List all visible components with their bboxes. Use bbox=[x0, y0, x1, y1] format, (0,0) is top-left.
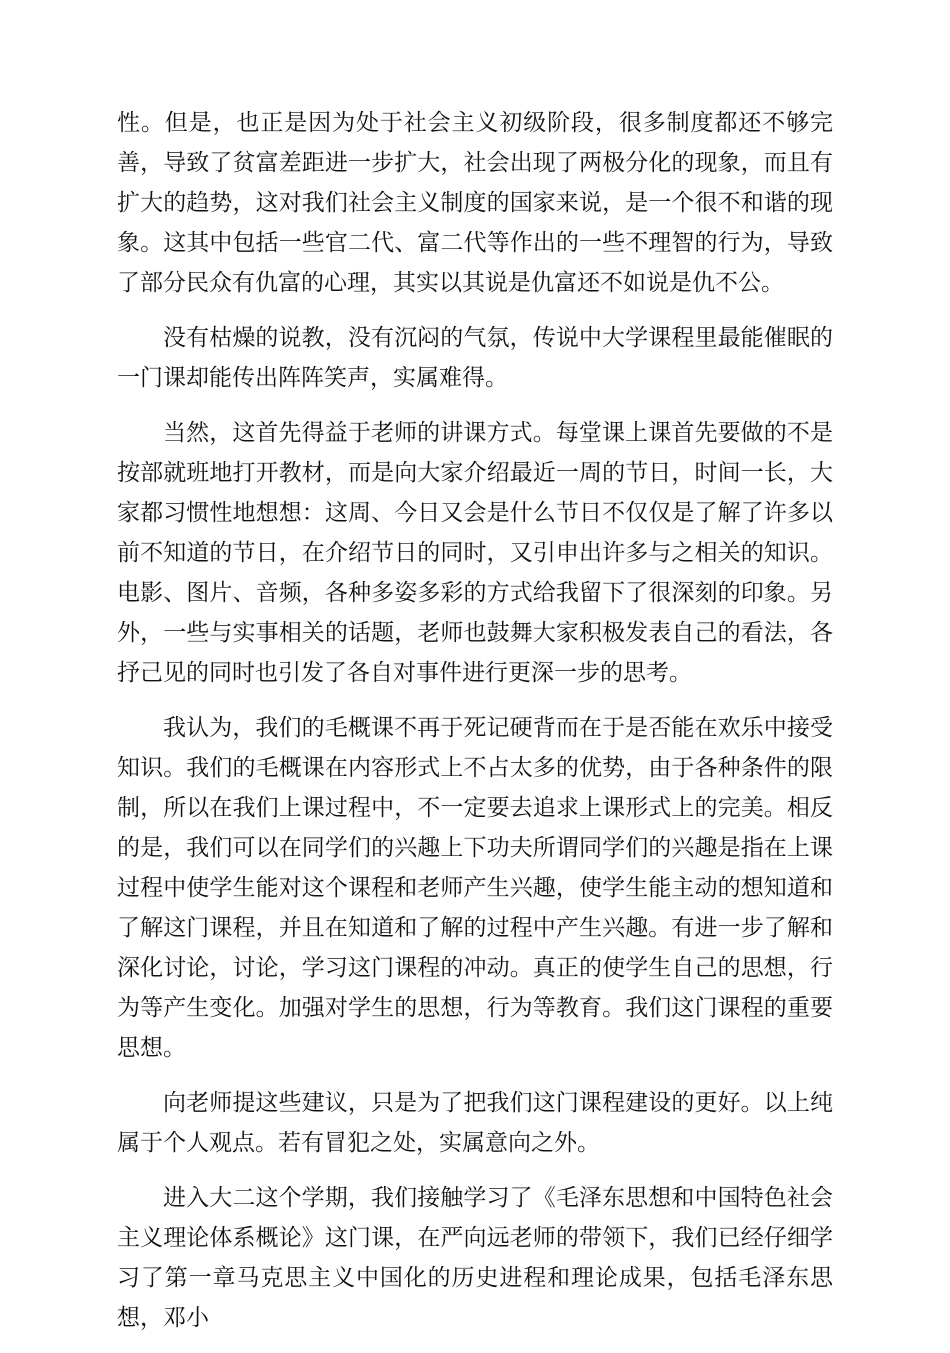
paragraph: 向老师提这些建议，只是为了把我们这门课程建设的更好。以上纯属于个人观点。若有冒犯之处，实属意向之外。 bbox=[117, 1090, 833, 1156]
document-body bbox=[117, 103, 833, 1353]
paragraph: 没有枯燥的说教，没有沉闷的气氛，传说中大学课程里最能催眠的一门课却能传出阵阵笑声，实属难得。 bbox=[117, 325, 833, 391]
paragraph: 当然，这首先得益于老师的讲课方式。每堂课上课首先要做的不是按部就班地打开教材，而是向大家介绍最近一周的节日，时间一长，大家都习惯性地想想：这周、今日又会是什么节日不仅仅是了解了许多以前不知道的节日，在介绍节日的同时，又引申出许多与之相关的知识。电影、图片、音频，各种多姿多彩的方式给我留下了很深刻的印象。另外，一些与实事相关的话题，老师也鼓舞大家积极发表自己的看法，各抒己见的同时也引发了各自对事件进行更深一步的思考。 bbox=[117, 420, 833, 686]
paragraph-continued: 性。但是，也正是因为处于社会主义初级阶段，很多制度都还不够完善，导致了贫富差距进一步扩大，社会出现了两极分化的现象，而且有扩大的趋势，这对我们社会主义制度的国家来说，是一个很不和谐的现象。这其中包括一些官二代、富二代等作出的一些不理智的行为，导致了部分民众有仇富的心理，其实以其说是仇富还不如说是仇不公。 bbox=[117, 110, 833, 296]
paragraph: 我认为，我们的毛概课不再于死记硬背而在于是否能在欢乐中接受知识。我们的毛概课在内容形式上不占太多的优势，由于各种条件的限制，所以在我们上课过程中，不一定要去追求上课形式上的完美。相反的是，我们可以在同学们的兴趣上下功夫所谓同学们的兴趣是指在上课过程中使学生能对这个课程和老师产生兴趣，使学生能主动的想知道和了解这门课程，并且在知道和了解的过程中产生兴趣。有进一步了解和深化讨论，讨论，学习这门课程的冲动。真正的使学生自己的思想，行为等产生变化。加强对学生的思想，行为等教育。我们这门课程的重要思想。 bbox=[117, 715, 833, 1061]
paragraph: 进入大二这个学期，我们接触学习了《毛泽东思想和中国特色社会主义理论体系概论》这门课，在严向远老师的带领下，我们已经仔细学习了第一章马克思主义中国化的历史进程和理论成果，包括毛泽东思想，邓小 bbox=[117, 1185, 833, 1331]
